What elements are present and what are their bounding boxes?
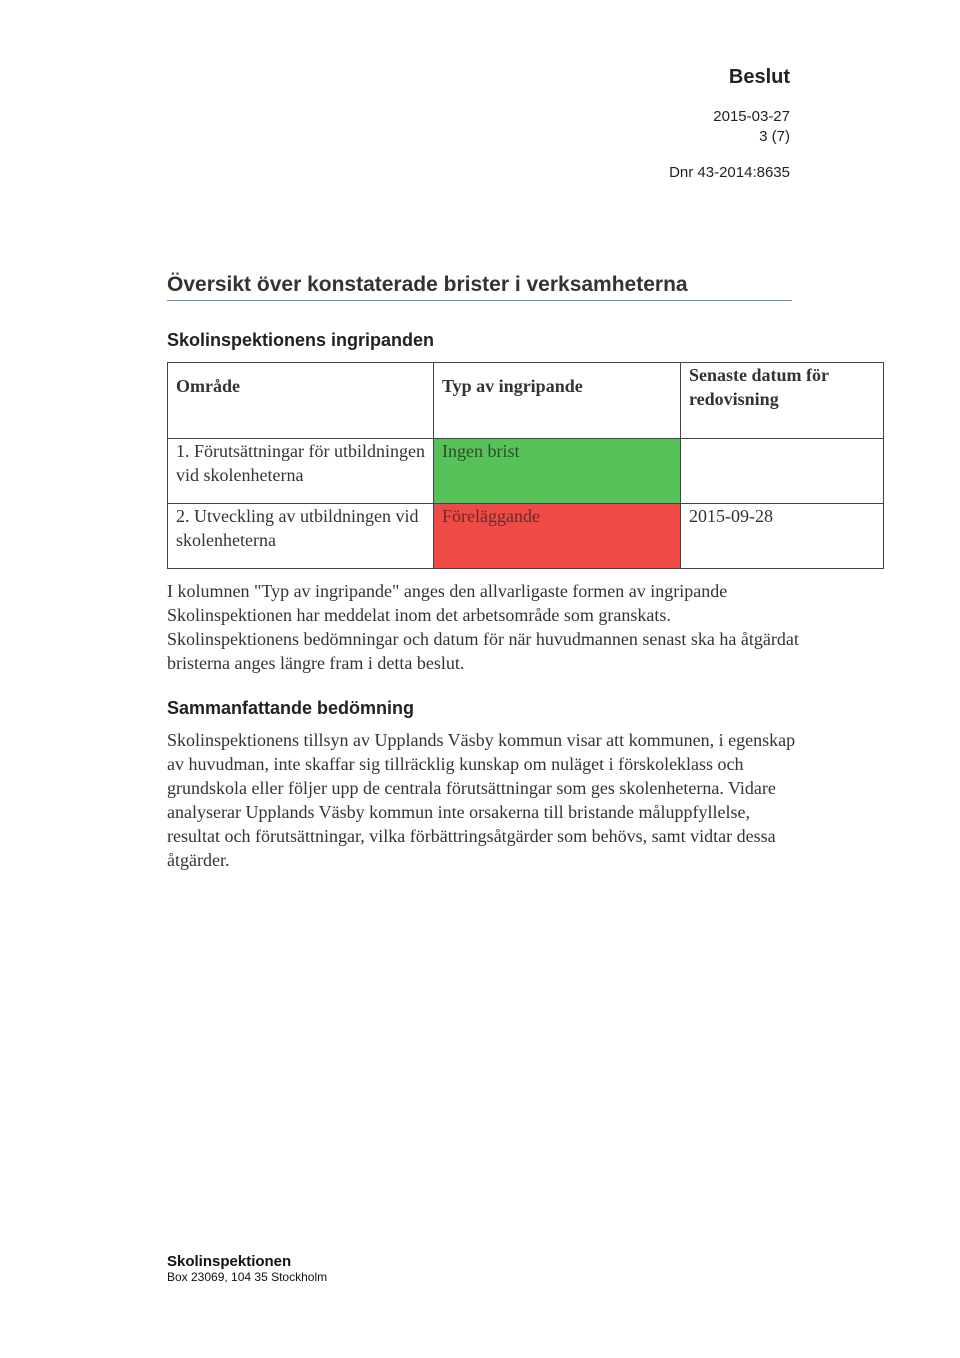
summary-text: Skolinspektionens tillsyn av Upplands Väsby kommun visar att kommunen, i egenskap av huvudman, inte skaffar sig tillräcklig kunskap om nuläget i förskoleklass och grundskola eller följer upp de centrala förutsättningar som ges skolenheterna. Vidare analyserar Upplands Väsby kommun inte orsakerna till bristande måluppfyllelse, resultat och förutsättningar, vilka förbättringsåtgärder som behövs, samt vidtar dessa åtgärder. bbox=[167, 730, 796, 870]
summary-heading: Sammanfattande bedömning bbox=[167, 698, 415, 718]
table-row bbox=[168, 504, 884, 569]
footer-address: Box 23069, 104 35 Stockholm bbox=[167, 1270, 328, 1284]
status-cell-no-deficiency: Ingen brist bbox=[434, 439, 681, 504]
deadline-cell: 2015-09-28 bbox=[681, 504, 884, 569]
page-heading: Översikt över konstaterade brister i verksamheterna bbox=[167, 273, 792, 301]
table-row bbox=[168, 439, 884, 504]
status-cell-injunction: Föreläggande bbox=[434, 504, 681, 569]
page-number: 3 (7) bbox=[759, 128, 790, 145]
deadline-cell bbox=[681, 439, 884, 504]
column-header-deadline: Senaste datum för redovisning bbox=[681, 363, 884, 439]
decision-title: Beslut bbox=[728, 66, 790, 88]
column-header-area: Område bbox=[168, 363, 434, 439]
table-explanation: I kolumnen "Typ av ingripande" anges den allvarligaste formen av ingripande Skolinspektionen har meddelat inom det arbetsområde som granskats. Skolinspektionens bedömningar och datum för när huvudmannen senast ska ha åtgärdat bristerna anges längre fram i detta beslut. bbox=[167, 581, 799, 673]
interventions-table bbox=[167, 362, 884, 569]
area-cell: 1. Förutsättningar för utbildningen vid skolenheterna bbox=[168, 439, 434, 504]
footer-organization: Skolinspektionen bbox=[167, 1253, 292, 1270]
column-header-type: Typ av ingripande bbox=[434, 363, 681, 439]
section-heading-interventions: Skolinspektionens ingripanden bbox=[167, 330, 435, 350]
reference-number: Dnr 43-2014:8635 bbox=[669, 164, 790, 181]
area-cell: 2. Utveckling av utbildningen vid skolenheterna bbox=[168, 504, 434, 569]
decision-date: 2015-03-27 bbox=[713, 108, 790, 125]
table-header-row bbox=[168, 363, 884, 439]
